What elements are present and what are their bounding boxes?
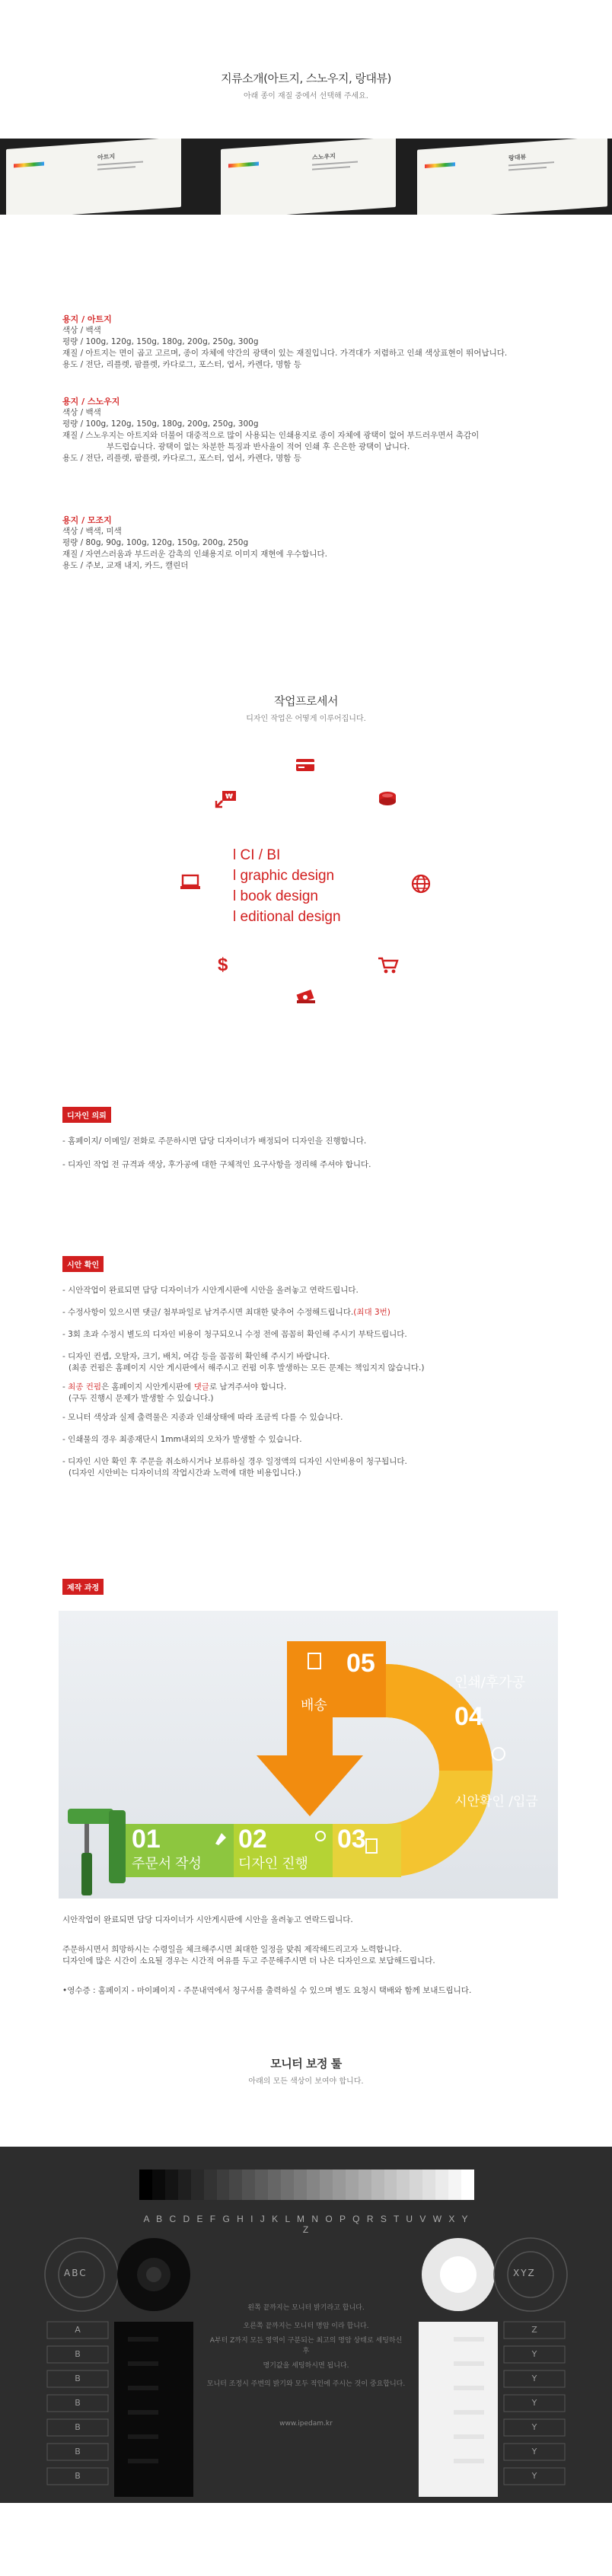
calibration-label: B bbox=[75, 2422, 81, 2432]
draft-item: - 디자인 시안 확인 후 주문을 취소하시거나 보류하실 경우 일정액의 디자인 시안비용이 청구됩니다. (디자인 시안비는 디자이너의 작업시간과 노력에 대한 비용입니다.) bbox=[62, 1457, 407, 1478]
production-note: 시안작업이 완료되면 담당 디자이너가 시안게시판에 시안을 올려놓고 연락드립니다. bbox=[62, 1915, 353, 1924]
sample-label-snow: 스노우지 bbox=[312, 152, 336, 161]
calibration-label: A bbox=[75, 2325, 81, 2335]
process-header bbox=[0, 693, 612, 723]
calibration-label: Y bbox=[531, 2349, 537, 2359]
consult-item: - 홈페이지/ 이메일/ 전화로 주문하시면 담당 디자이너가 배정되어 디자인을 진행합니다. bbox=[62, 1137, 367, 1146]
paper-type-snow bbox=[62, 396, 479, 464]
monitor-calibration-panel bbox=[0, 2147, 612, 2503]
paper-type-weight: 평량 / 80g, 90g, 100g, 120g, 150g, 200g, 250g bbox=[62, 538, 249, 547]
paper-type-material: 재질 / 자연스러움과 부드러운 감촉의 인쇄용지로 이미지 재현에 우수합니다. bbox=[62, 550, 328, 559]
guide-line: 왼쪽 끝까지는 모니터 밝기라고 합니다. bbox=[247, 2304, 365, 2312]
guide-line: 모니터 조정시 주변의 밝기와 모두 적인에 주시는 것이 중요합니다. bbox=[206, 2380, 406, 2388]
calibration-label: B bbox=[75, 2374, 81, 2383]
paper-type-weight: 평량 / 100g, 120g, 150g, 180g, 200g, 250g, 300g bbox=[62, 337, 259, 346]
paper-type-usage: 용도 / 전단, 리플렛, 팜플렛, 카다로그, 포스터, 엽서, 카렌다, 명함 등 bbox=[62, 360, 301, 369]
paper-type-material-cont: 부드럽습니다. 광택이 없는 차분한 특징과 반사율이 적어 인쇄 후 은은한 광택이 납니다. bbox=[107, 442, 410, 451]
service-list bbox=[233, 845, 341, 927]
svg-text:₩: ₩ bbox=[225, 793, 233, 801]
draft-item-highlight: (최대 3번) bbox=[353, 1308, 390, 1317]
draft-list bbox=[62, 1285, 424, 1490]
production-process-graphic bbox=[59, 1611, 558, 1899]
production-tag: 제작 과정 bbox=[62, 1579, 104, 1595]
calibration-label: Y bbox=[531, 2471, 537, 2481]
guide-line: 명기값을 세팅하시면 됩니다. bbox=[263, 2362, 349, 2370]
coin-icon bbox=[378, 790, 397, 810]
service-book-design: l book design bbox=[233, 888, 318, 904]
monitor-title: 모니터 보정 툴 bbox=[270, 2057, 342, 2071]
draft-item: - 시안작업이 완료되면 담당 디자이너가 시안게시판에 시안을 올려놓고 연락드립니다. bbox=[62, 1286, 359, 1295]
calibration-label: B bbox=[75, 2349, 81, 2359]
calibration-label: Y bbox=[531, 2447, 537, 2456]
calibration-label: Y bbox=[531, 2374, 537, 2383]
paper-sample-rangdaevue bbox=[417, 139, 607, 215]
monitor-guide bbox=[206, 2299, 406, 2433]
step-05-label: 배송 bbox=[301, 1698, 327, 1714]
paper-type-mojo bbox=[62, 515, 327, 572]
step-01: 01 주문서 작성 bbox=[132, 1825, 202, 1871]
left-label-column bbox=[47, 2322, 108, 2492]
calibration-label: Z bbox=[531, 2325, 537, 2335]
paper-title: 지류소개(아트지, 스노우지, 랑대뷰) bbox=[221, 72, 391, 85]
paper-type-color: 색상 / 백색, 미색 bbox=[62, 527, 122, 536]
step-04-num: 04 bbox=[454, 1702, 483, 1731]
right-label-column bbox=[504, 2322, 565, 2492]
production-note: •영수증 : 홈페이지 - 마이페이지 - 주문내역에서 청구서를 출력하실 수 있으며 별도 요청시 택배와 함께 보내드립니다. bbox=[62, 1986, 472, 1995]
monitor-subtitle: 아래의 모든 색상이 보여야 합니다. bbox=[248, 2077, 364, 2086]
paper-type-weight: 평량 / 100g, 120g, 150g, 180g, 200g, 250g, 300g bbox=[62, 419, 259, 429]
consult-item: - 디자인 작업 전 규격과 색상, 후가공에 대한 구체적인 요구사항을 정리해 주셔야 합니다. bbox=[62, 1160, 371, 1169]
calibration-label: Y bbox=[531, 2422, 537, 2432]
paper-type-name: 용지 / 아트지 bbox=[62, 314, 112, 324]
paper-type-name: 용지 / 스노우지 bbox=[62, 397, 120, 406]
service-graphic-design: l graphic design bbox=[233, 868, 335, 884]
paper-header bbox=[0, 70, 612, 100]
draft-item: - 3회 초과 수정시 별도의 디자인 비용이 청구되오니 수정 전에 꼼꼼히 확인해 주시기 부탁드립니다. bbox=[62, 1330, 407, 1339]
draft-item: - 모니터 색상과 실제 출력물은 지종과 인쇄상태에 따라 조금씩 다를 수 있습니다. bbox=[62, 1413, 343, 1422]
monitor-url: www.ipedam.kr bbox=[279, 2420, 333, 2428]
process-title: 작업프로세서 bbox=[274, 694, 338, 708]
step-04-label: 인쇄/후가공 bbox=[454, 1675, 526, 1691]
paper-type-material: 재질 / 스노우지는 아트지와 더불어 대중적으로 많이 사용되는 인쇄용지로 종이 자체에 광택이 없어 부드러우면서 촉감이 bbox=[62, 431, 480, 440]
monitor-won-icon bbox=[215, 790, 237, 811]
step-03-num: 03 bbox=[337, 1825, 366, 1854]
circle-label-xyz: XYZ bbox=[513, 2268, 536, 2278]
cart-icon bbox=[378, 956, 399, 977]
consult-tag: 디자인 의뢰 bbox=[62, 1107, 111, 1123]
dollar-icon: $ bbox=[218, 955, 228, 975]
paper-type-art bbox=[62, 314, 507, 371]
paper-type-color: 색상 / 백색 bbox=[62, 326, 101, 335]
draft-item: - 인쇄물의 경우 최종재단시 1mm내외의 오차가 발생할 수 있습니다. bbox=[62, 1435, 302, 1444]
alphabet-row: A B C D E F G H I J K L M N O P Q R S T U V W X Y Z bbox=[143, 2214, 470, 2235]
draft-tag: 시안 확인 bbox=[62, 1256, 104, 1272]
step-02: 02 디자인 진행 bbox=[238, 1825, 308, 1871]
paper-subtitle: 아래 종이 재질 중에서 선택해 주세요. bbox=[244, 92, 368, 100]
production-note: 주문하시면서 희망하시는 수령일을 체크해주시면 최대한 일정을 맞춰 제작해드리고자 노력합니다. bbox=[62, 1945, 402, 1954]
paper-sample-snow bbox=[221, 139, 396, 215]
globe-icon bbox=[411, 874, 431, 897]
draft-item: - 최종 컨펌은 홈페이지 시안게시판에 댓글로 남겨주셔야 합니다. (구두 진행시 문제가 발생할 수 있습니다.) bbox=[62, 1382, 287, 1403]
calibration-label: Y bbox=[531, 2398, 537, 2408]
draft-item: - 수정사항이 있으시면 댓글/ 첨부파일로 남겨주시면 최대한 맞추어 수정해드립니다.(최대 3번) bbox=[62, 1308, 390, 1317]
paper-sample-art bbox=[6, 139, 181, 215]
sample-label-rangdaevue: 랑대뷰 bbox=[508, 153, 527, 162]
guide-line: A부터 Z까지 모든 영역이 구분되는 최고의 명암 상태로 세팅하신 후 bbox=[209, 2337, 403, 2355]
production-note: 디자인에 많은 시간이 소요될 경우는 시간적 여유를 두고 주문해주시면 더 나은 디자인으로 보답해드립니다. bbox=[62, 1956, 435, 1965]
step-03-label: 시안확인 /입금 bbox=[454, 1794, 538, 1809]
calibration-label: B bbox=[75, 2398, 81, 2408]
production-notes bbox=[62, 1914, 471, 2006]
paper-type-usage: 용도 / 전단, 리플렛, 팜플렛, 카다로그, 포스터, 엽서, 카렌다, 명함 등 bbox=[62, 454, 301, 463]
circle-label-abc: ABC bbox=[64, 2268, 88, 2278]
paper-type-usage: 용도 / 주보, 교재 내지, 카드, 캘린더 bbox=[62, 561, 189, 570]
consult-list bbox=[62, 1136, 371, 1181]
laptop-icon bbox=[180, 874, 201, 894]
cash-icon bbox=[295, 990, 317, 1008]
paper-type-material: 재질 / 아트지는 면이 곱고 고르며, 종이 자체에 약간의 광택이 있는 재질입니다. 가격대가 저렴하고 인쇄 색상표현이 뛰어납니다. bbox=[62, 349, 508, 358]
service-editional-design: l editional design bbox=[233, 909, 341, 925]
paper-sample-photo bbox=[0, 139, 612, 215]
process-subtitle: 디자인 작업은 어떻게 이루어집니다. bbox=[246, 715, 366, 723]
paper-type-color: 색상 / 백색 bbox=[62, 408, 101, 417]
monitor-header bbox=[0, 2055, 612, 2086]
sample-label-art: 아트지 bbox=[97, 153, 116, 161]
calibration-label: B bbox=[75, 2447, 81, 2456]
guide-line: 오른쪽 끝까지는 모니터 명암 이라 합니다. bbox=[243, 2323, 369, 2330]
service-ci-bi: l CI / BI bbox=[233, 847, 281, 863]
card-icon bbox=[295, 758, 315, 775]
step-05-num: 05 bbox=[346, 1649, 375, 1678]
draft-item: - 디자인 컨셉, 오탈자, 크기, 배치, 여감 등을 꼼꼼히 확인해 주시기 바랍니다. (최종 컨펌은 홈페이지 시안 게시판에서 해주시고 컨펌 이후 발생하는 모든 문제는 책임지지 않습니다.) bbox=[62, 1352, 425, 1372]
calibration-label: B bbox=[75, 2471, 81, 2481]
paper-type-name: 용지 / 모조지 bbox=[62, 515, 112, 525]
